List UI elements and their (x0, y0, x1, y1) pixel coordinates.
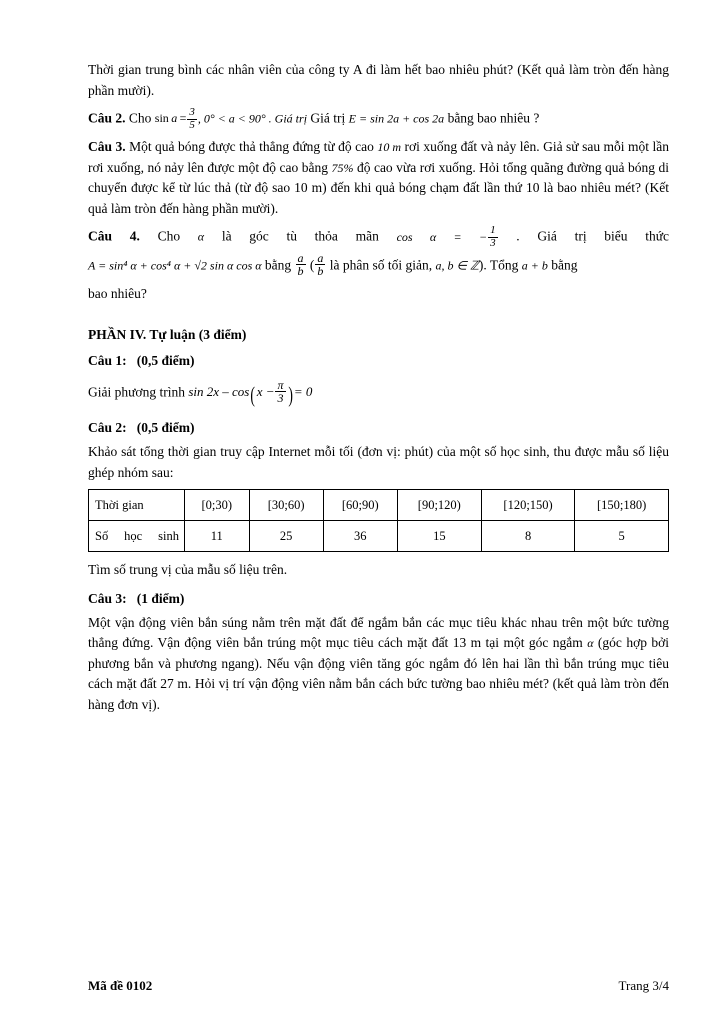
interval-cell: [90;120) (397, 490, 481, 521)
question-4-note-close: ). Tổng (478, 257, 519, 273)
part4-q3-points: (1 điểm) (136, 590, 185, 606)
question-4-alpha: α (197, 229, 205, 244)
question-4-end: bao nhiêu? (88, 286, 147, 302)
question-4-fraction-ab-2 (315, 252, 325, 278)
part4-q3-text-1: Một vận động viên bắn súng nằm trên mặt đất để ngắm bắn các mục tiêu khác nhau trên một bức tường thẳng đứng. Vận động viên bắn trúng một mục tiêu cách mặt đất 13 m tại một góc ngắm (88, 614, 669, 651)
question-4-note-vars: a, b ∈ ℤ (435, 258, 479, 273)
count-cell: 11 (185, 521, 250, 552)
question-4-lead: Cho (157, 228, 181, 244)
intro-paragraph: Thời gian trung bình các nhân viên của công ty A đi làm hết bao nhiêu phút? (Kết quả làm tròn đến hàng phần mười). (88, 62, 669, 98)
question-4 (88, 225, 669, 249)
question-4-label: Câu 4. (88, 228, 140, 244)
part-4-title: PHẦN IV. Tự luận (3 điểm) (88, 326, 247, 342)
question-2-formula-2: E = sin 2a + cos 2a (348, 111, 445, 126)
question-4-cos-eq: cos α = − $\frac{1}{3}$ (396, 224, 496, 250)
part4-q1-prompt: Giải phương trình (88, 384, 185, 400)
count-cell: 5 (575, 521, 669, 552)
page-footer (88, 978, 669, 994)
question-3-label: Câu 3. (88, 139, 126, 155)
question-4-bang-2: bằng (551, 257, 578, 273)
frac-denominator: 3 (490, 237, 496, 250)
frac-numerator: π (277, 377, 284, 392)
question-4-mid: là góc tù thỏa mãn (221, 228, 379, 244)
question-4-expression-line (88, 252, 669, 278)
count-cell: 15 (397, 521, 481, 552)
count-cell: 36 (323, 521, 397, 552)
footer-exam-code: Mã đề 0102 (88, 978, 153, 993)
question-2-formula-1: sin a = $\frac{3}{5}$ (154, 106, 195, 131)
question-4-note-open: ( (309, 257, 315, 273)
frac-denominator: b (317, 264, 324, 279)
question-4-note-text: là phân số tối giản, (329, 257, 433, 273)
question-4-fraction-ab (296, 252, 306, 278)
part4-q2-after-table: Tìm số trung vị của mẫu số liệu trên. (88, 562, 288, 578)
table-row-counts (89, 521, 669, 552)
question-3-value-1: 10 m (377, 140, 402, 155)
table-row-header-count: Số học sinh (89, 521, 185, 552)
question-4-sum: a + b (521, 258, 548, 273)
part4-q2-head (88, 420, 669, 436)
part4-q3-text (88, 613, 669, 716)
part4-q3-alpha: α (587, 636, 594, 651)
interval-cell: [30;60) (249, 490, 323, 521)
frac-numerator: a (297, 250, 304, 265)
part4-q1-equation: sin 2x – cos(x − $\frac{\pi}{3}$ )= 0 (188, 377, 313, 408)
question-3-text-3: độ cao vừa rơi xuống. Hỏi tổng quãng đường quả bóng di chuyển được kể từ lúc thả (từ độ sao 10 m) đến khi quả bóng chạm đất lần thứ 10 là bao nhiêu mét? (Kết quả làm tròn đến hàng phần mười). (88, 159, 670, 216)
frac-denominator: 3 (275, 391, 285, 405)
interval-cell: [120;150) (481, 490, 575, 521)
interval-cell: [60;90) (323, 490, 397, 521)
frequency-table (88, 489, 669, 552)
count-cell: 8 (481, 521, 575, 552)
part4-q3-text-2: (góc hợp bởi phương bắn và phương ngang). Nếu vận động viên tăng góc ngắm đó lên hai lần thì bắn trúng mục tiêu cách mặt đất 27 m. Hỏi vị trí vận động viên nằm bắn cách bức tường bao nhiêu mét? (kết quả làm tròn đến hàng đơn vị). (88, 635, 670, 712)
question-3-text-1: Một quả bóng được thả thẳng đứng từ độ cao (129, 139, 374, 155)
interval-cell: [0;30) (185, 490, 250, 521)
part4-q3-label: Câu 3: (88, 590, 127, 606)
question-3 (88, 137, 669, 219)
frac-denominator: b (297, 264, 304, 279)
part4-q2-points: (0,5 điểm) (136, 420, 195, 436)
question-2-gia-tri: Giá trị (310, 110, 346, 126)
question-3-text-2: rơi xuống đất và nảy lên. Giả sử sau mỗi một lần rơi xuống, nó nảy lên được một độ cao bằng (88, 139, 669, 175)
part4-q3-head (88, 591, 669, 607)
part4-q2-label: Câu 2: (88, 420, 127, 436)
question-2-condition: , 0° < a < 90° . Giá trị (197, 111, 308, 126)
question-4-expression: A = sin⁴ α + cos⁴ α + √2 sin α cos α (88, 258, 262, 273)
footer-page-number: Trang 3/4 (618, 978, 669, 993)
question-3-value-2: 75% (331, 160, 354, 175)
question-2-label: Câu 2. (88, 110, 126, 126)
question-4-after: . Giá trị biểu thức (516, 228, 670, 244)
frac-numerator: a (317, 250, 324, 265)
question-2-tail: bằng bao nhiêu ? (447, 110, 540, 126)
question-4-bang: bằng (264, 257, 292, 273)
frac-numerator: 3 (189, 106, 195, 119)
part4-q1-points: (0,5 điểm) (136, 352, 195, 368)
part4-q1-head (88, 353, 669, 369)
part4-q1-label: Câu 1: (88, 352, 127, 368)
table-row-intervals (89, 490, 669, 521)
part4-q2-text: Khảo sát tổng thời gian truy cập Internet mỗi tối (đơn vị: phút) của một số học sinh, thu được mẫu số liệu ghép nhóm sau: (88, 444, 669, 480)
frac-numerator: 1 (490, 224, 496, 237)
part4-q1-equation-line (88, 379, 669, 409)
interval-cell: [150;180) (575, 490, 669, 521)
question-2-lead: Cho (128, 110, 152, 126)
table-row-header-time: Thời gian (89, 490, 185, 521)
question-2 (88, 107, 669, 131)
frac-denominator: 5 (189, 118, 195, 131)
count-cell: 25 (249, 521, 323, 552)
